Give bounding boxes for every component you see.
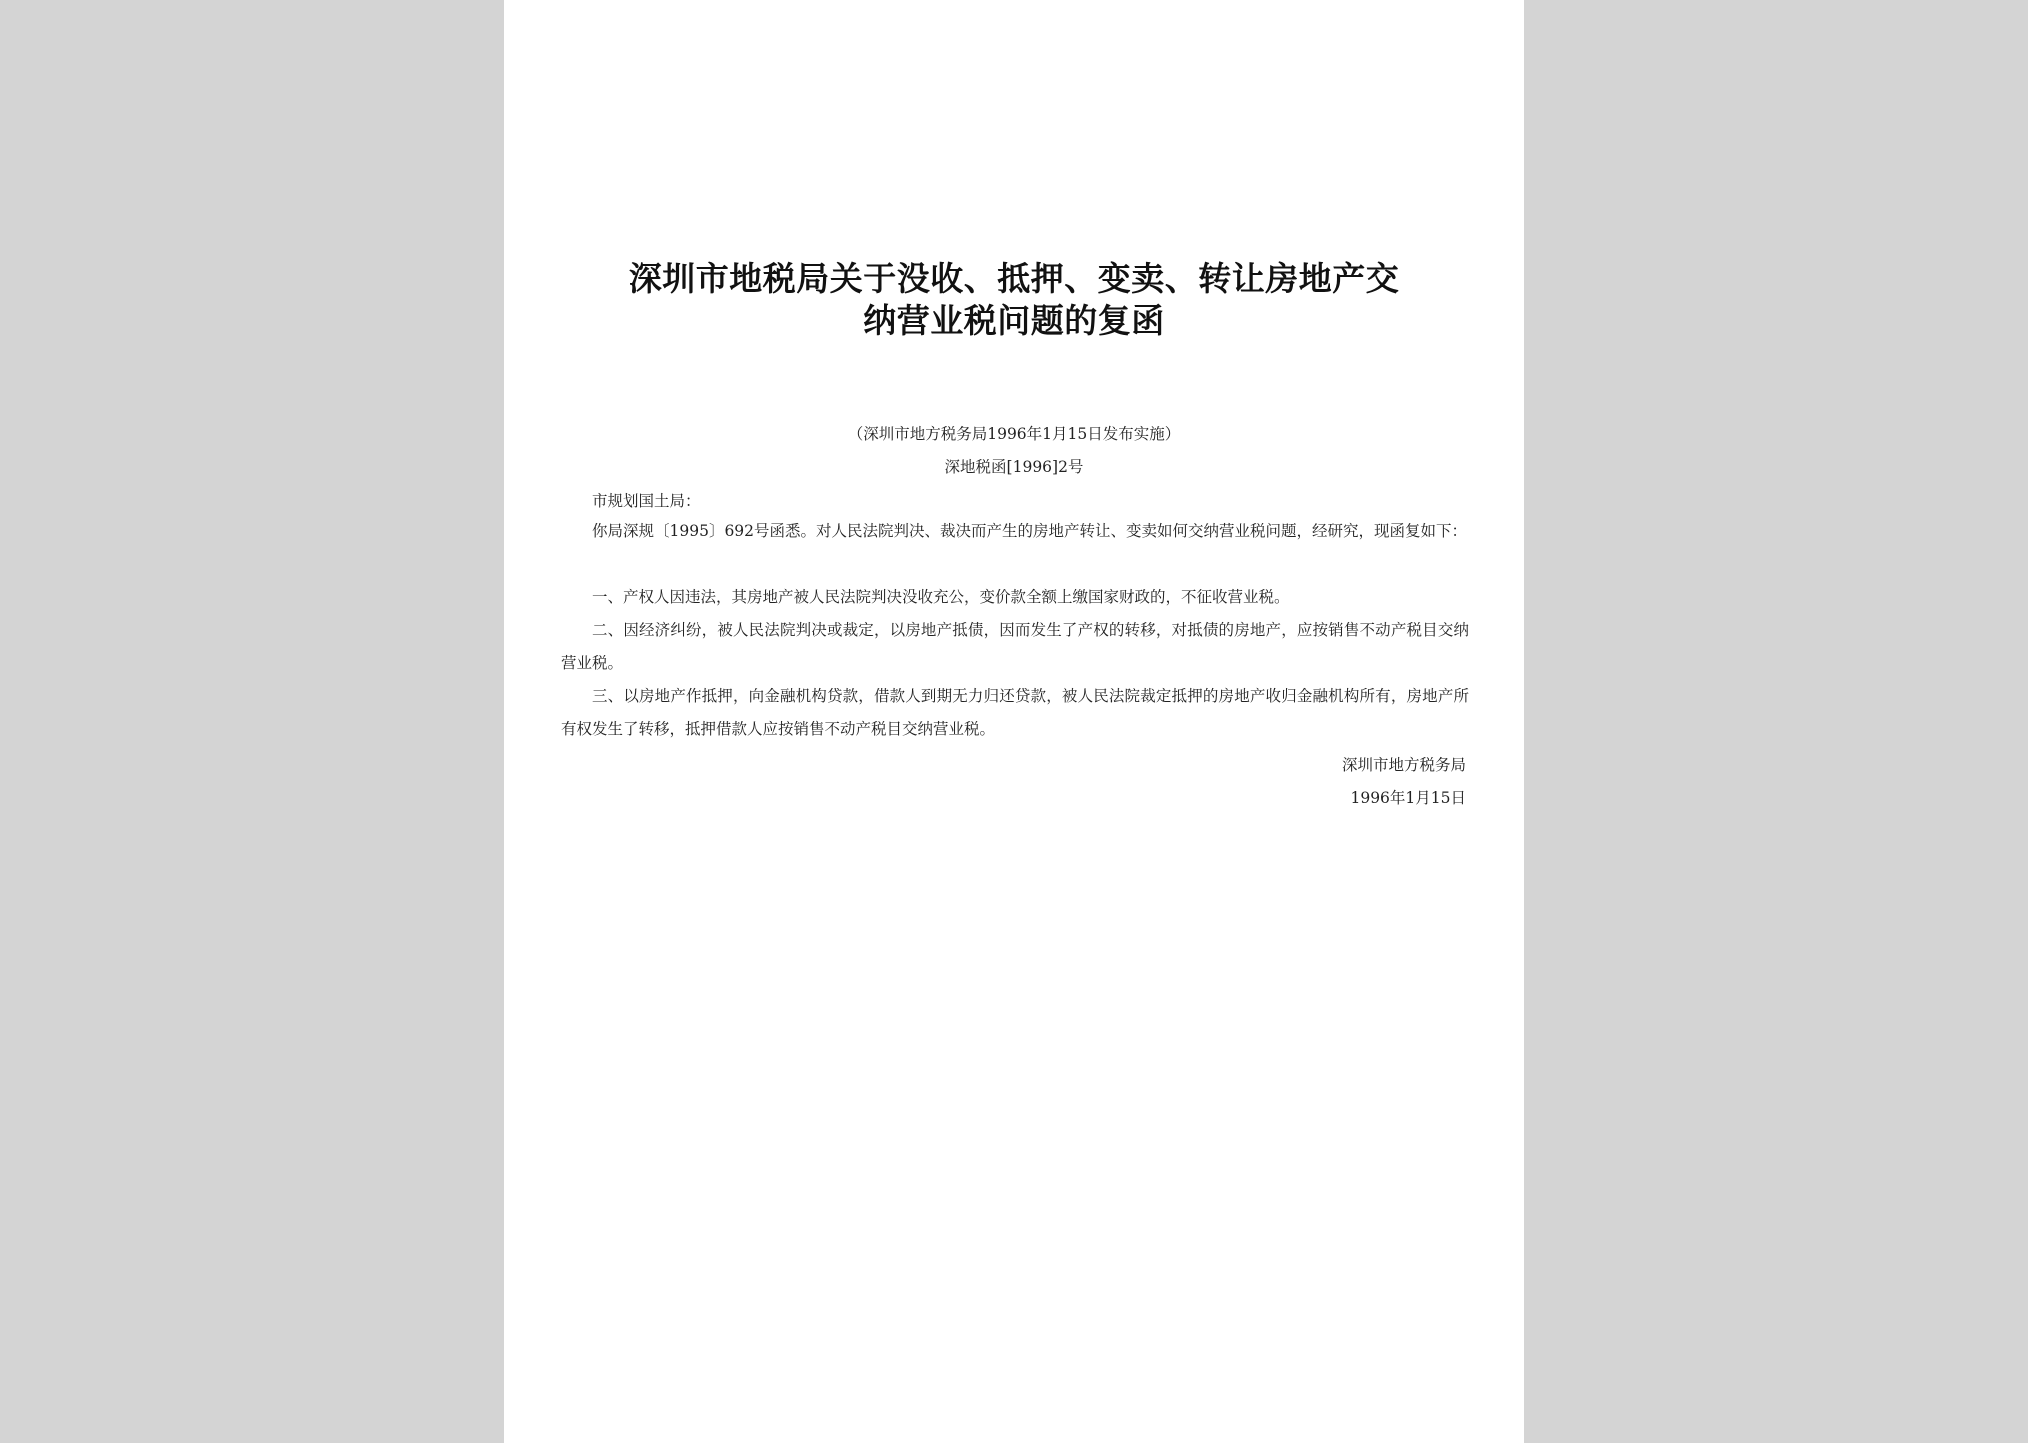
document-page <box>504 0 1524 1443</box>
paragraph-item-3: 三、以房地产作抵押，向金融机构贷款，借款人到期无力归还贷款，被人民法院裁定抵押的房地产收归金融机构所有，房地产所有权发生了转移，抵押借款人应按销售不动产税目交纳营业税。 <box>561 687 1469 738</box>
paragraph-item-2: 二、因经济纠纷，被人民法院判决或裁定，以房地产抵债，因而发生了产权的转移，对抵债的房地产，应按销售不动产税目交纳营业税。 <box>561 621 1469 672</box>
issue-note: （深圳市地方税务局1996年1月15日发布实施） <box>847 425 1181 443</box>
signature-org: 深圳市地方税务局 <box>1341 756 1466 774</box>
signature-date: 1996年1月15日 <box>1350 789 1466 807</box>
title-line-1: 深圳市地税局关于没收、抵押、变卖、转让房地产交 <box>628 259 1400 298</box>
addressee: 市规划国土局： <box>592 492 701 510</box>
document-title <box>564 258 1464 342</box>
title-line-2: 纳营业税问题的复函 <box>863 301 1165 340</box>
paragraph-item-1: 一、产权人因违法，其房地产被人民法院判决没收充公，变价款全额上缴国家财政的，不征收营业税。 <box>592 588 1290 606</box>
document-number: 深地税函[1996]2号 <box>944 458 1084 476</box>
paragraph-intro: 你局深规〔1995〕692号函悉。对人民法院判决、裁决而产生的房地产转让、变卖如何交纳营业税问题，经研究，现函复如下： <box>592 522 1468 540</box>
